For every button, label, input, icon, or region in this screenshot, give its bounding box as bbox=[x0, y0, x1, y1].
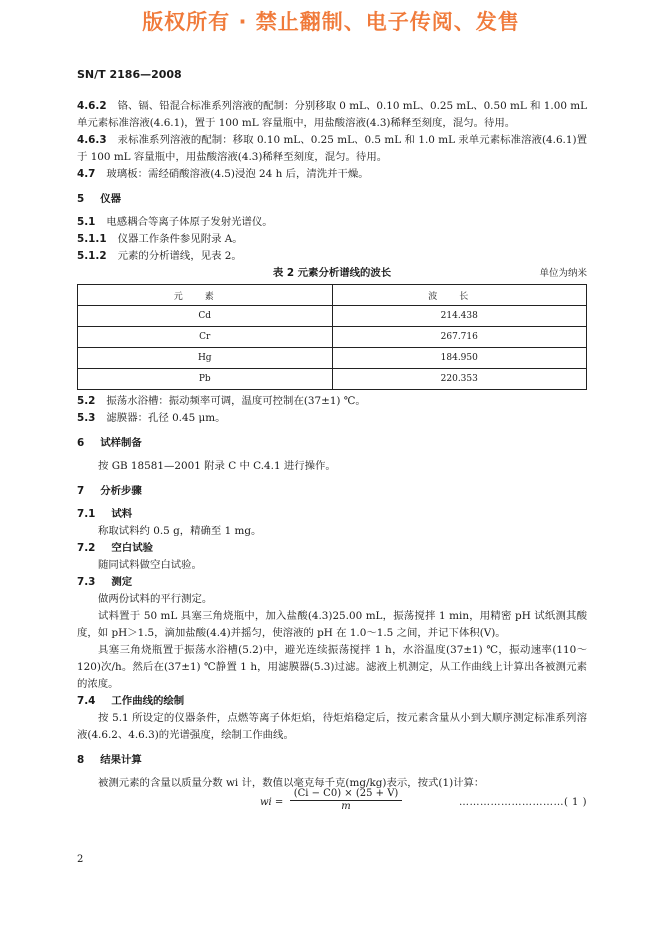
clause-5-1-2: 5.1.2 元素的分析谱线，见表 2。 bbox=[77, 250, 242, 262]
clause-5-2: 5.2 振荡水浴槽：振动频率可调，温度可控制在(37±1) ℃。 bbox=[77, 395, 366, 407]
section-8-text: 被测元素的含量以质量分数 wi 计，数值以毫克每千克(mg/kg)表示，按式(1)计算： bbox=[98, 777, 485, 789]
formula-number: …………………………( 1 ) bbox=[458, 797, 587, 808]
page-content bbox=[77, 98, 591, 816]
table-title: 表 2 元素分析谱线的波长 bbox=[272, 267, 392, 279]
clause-7-3-para-3: 具塞三角烧瓶置于振荡水浴槽(5.2)中，避光连续振荡搅拌 1 h，水浴温度(37±1) ℃，振动速率(110～120)次/h。然后在(37±1) ℃静置 1 h，用滤膜器(5.3)过滤。滤液上机测定，从工作曲线上计算出各被测元素的浓度。 bbox=[77, 644, 587, 690]
section-7-heading: 7 分析步骤 bbox=[77, 485, 142, 497]
column-header-element: 元素 bbox=[78, 285, 333, 306]
section-6-text: 按 GB 18581—2001 附录 C 中 C.4.1 进行操作。 bbox=[98, 460, 336, 472]
formula-1 bbox=[77, 788, 587, 816]
element-cell: Cr bbox=[78, 327, 333, 348]
clause-7-4-heading: 7.4 工作曲线的绘制 bbox=[77, 695, 185, 707]
clause-7-1-text: 称取试料约 0.5 g，精确至 1 mg。 bbox=[98, 525, 262, 537]
clause-7-4-text: 按 5.1 所设定的仪器条件，点燃等离子体炬焰，待炬焰稳定后，按元素含量从小到大顺序测定标准系列溶液(4.6.2、4.6.3)的光谱强度，绘制工作曲线。 bbox=[77, 712, 587, 741]
clause-7-1-heading: 7.1 试料 bbox=[77, 508, 133, 520]
section-8-heading: 8 结果计算 bbox=[77, 754, 142, 766]
clause-5-1-1: 5.1.1 仪器工作条件参见附录 A。 bbox=[77, 233, 243, 245]
clause-7-3-heading: 7.3 测定 bbox=[77, 576, 133, 588]
table-row bbox=[78, 369, 587, 390]
wavelength-cell: 214.438 bbox=[332, 306, 587, 327]
clause-5-3: 5.3 滤膜器：孔径 0.45 μm。 bbox=[77, 412, 226, 424]
table-row bbox=[78, 306, 587, 327]
wavelength-cell: 184.950 bbox=[332, 348, 587, 369]
clause-4-7: 4.7 玻璃板：需经硝酸溶液(4.5)浸泡 24 h 后，清洗并干燥。 bbox=[77, 168, 369, 180]
table-row bbox=[78, 327, 587, 348]
formula-denominator: m bbox=[341, 801, 351, 812]
formula-numerator: (Ci − C0) × (25 + V) bbox=[290, 788, 402, 801]
table-row bbox=[78, 348, 587, 369]
clause-7-3-para-2: 试料置于 50 mL 具塞三角烧瓶中，加入盐酸(4.3)25.00 mL，振荡搅拌 1 min，用精密 pH 试纸测其酸度，如 pH＞1.5，滴加盐酸(4.4)并摇匀，使溶液的 pH 在 1.0～1.5 之间，并记下体积(V)。 bbox=[77, 610, 587, 639]
element-cell: Cd bbox=[78, 306, 333, 327]
clause-4-6-2: 4.6.2 铬、镉、铅混合标准系列溶液的配制：分别移取 0 mL、0.10 mL、0.25 mL、0.50 mL 和 1.00 mL 单元素标准溶液(4.6.1)，置于 100 mL 容量瓶中，用盐酸溶液(4.3)稀释至刻度，混匀。待用。 bbox=[77, 100, 591, 129]
wavelength-cell: 267.716 bbox=[332, 327, 587, 348]
clause-7-3-para-1: 做两份试料的平行测定。 bbox=[98, 593, 213, 605]
table-unit: 单位为纳米 bbox=[539, 268, 587, 279]
section-6-heading: 6 试样制备 bbox=[77, 437, 142, 449]
clause-5-1: 5.1 电感耦合等离子体原子发射光谱仪。 bbox=[77, 216, 273, 228]
clause-4-6-3: 4.6.3 汞标准系列溶液的配制：移取 0.10 mL、0.25 mL、0.5 mL 和 1.0 mL 汞单元素标准溶液(4.6.1)置于 100 mL 容量瓶中，用盐酸溶液(4.3)稀释至刻度，混匀。待用。 bbox=[77, 134, 587, 163]
wavelength-cell: 220.353 bbox=[332, 369, 587, 390]
clause-7-2-heading: 7.2 空白试验 bbox=[77, 542, 153, 554]
table-header-row bbox=[78, 285, 587, 306]
wavelength-table bbox=[77, 284, 587, 390]
table-2-caption bbox=[77, 265, 587, 282]
element-cell: Pb bbox=[78, 369, 333, 390]
document-id: SN/T 2186—2008 bbox=[77, 68, 182, 81]
formula-fraction bbox=[290, 788, 402, 812]
copyright-watermark: 版权所有 · 禁止翻制、电子传阅、发售 bbox=[142, 10, 520, 34]
section-5-heading: 5 仪器 bbox=[77, 193, 122, 205]
formula-lhs: wi = bbox=[260, 797, 284, 808]
element-cell: Hg bbox=[78, 348, 333, 369]
page-number: 2 bbox=[77, 854, 84, 865]
column-header-wavelength: 波长 bbox=[332, 285, 587, 306]
clause-7-2-text: 随同试料做空白试验。 bbox=[98, 559, 202, 571]
